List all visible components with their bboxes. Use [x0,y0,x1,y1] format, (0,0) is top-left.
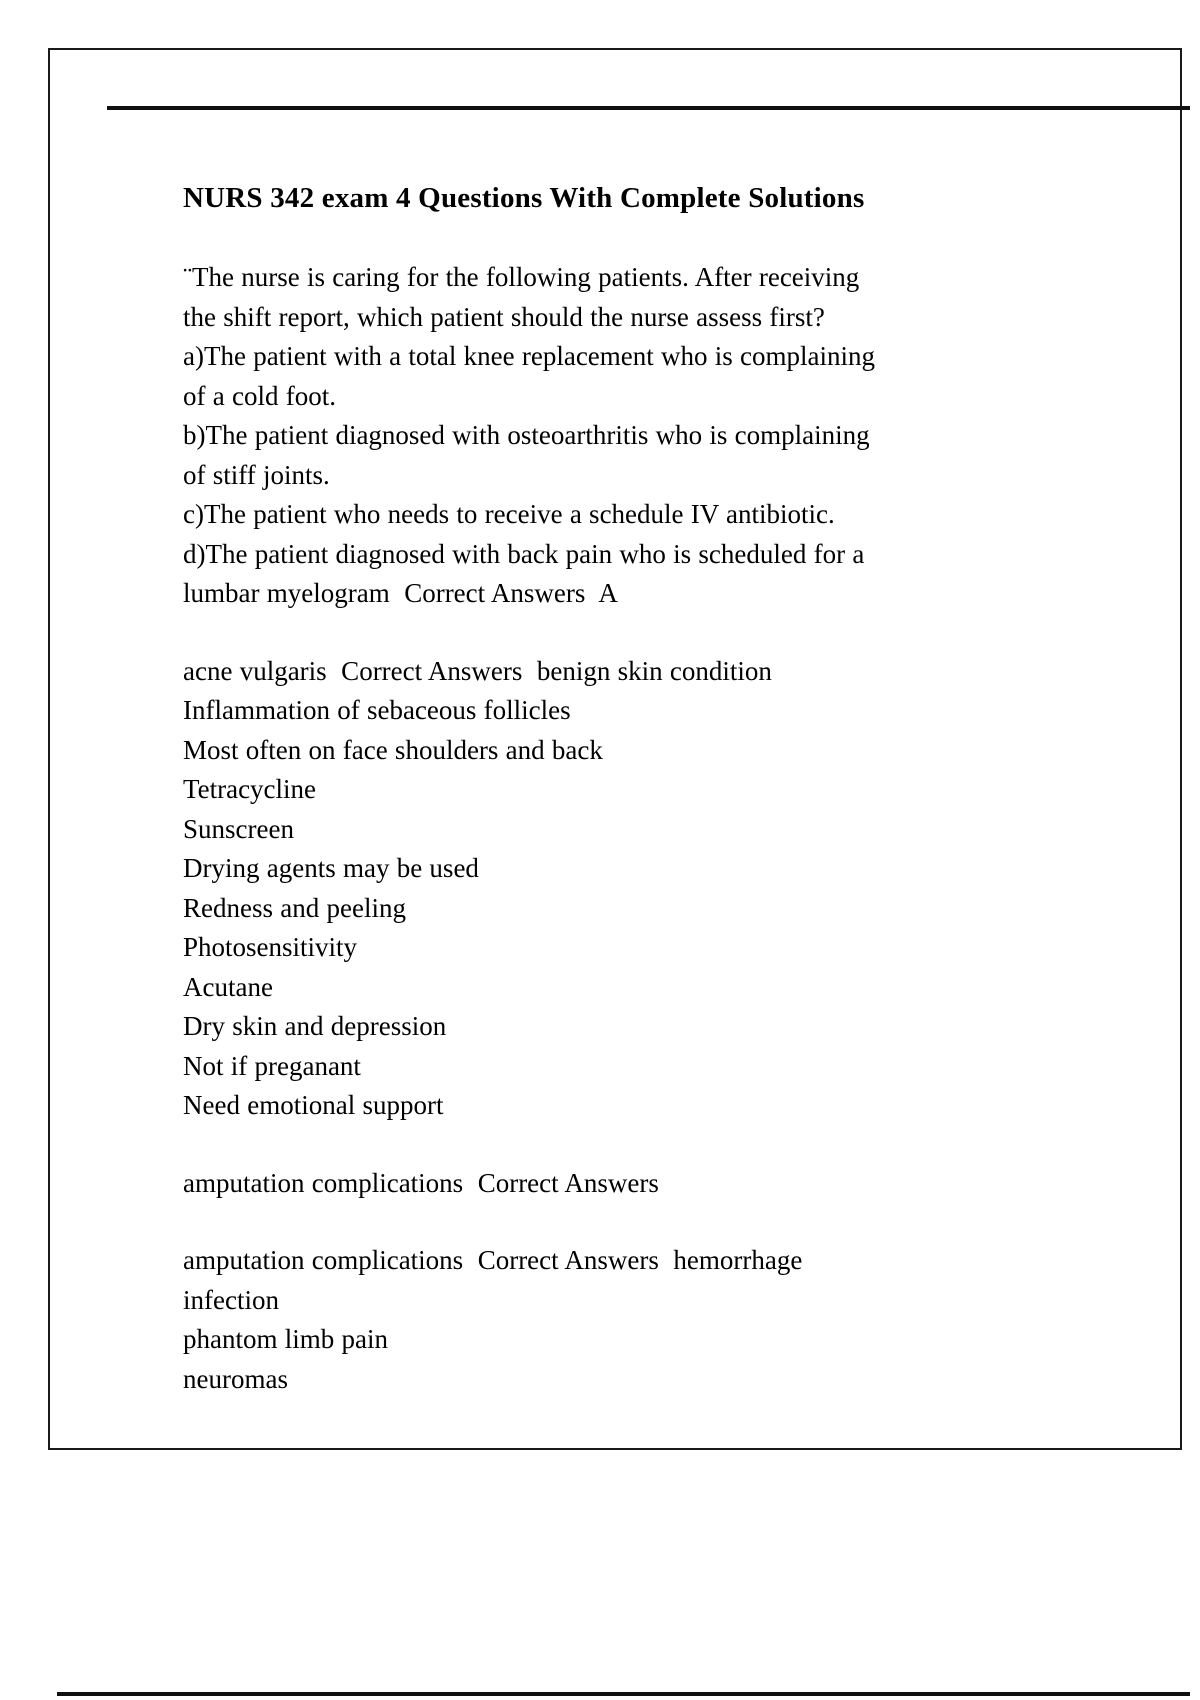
text-line: of a cold foot. [183,380,336,411]
text-line: Dry skin and depression [183,1011,447,1041]
text-line: Most often on face shoulders and back [183,734,603,765]
document-body [183,178,1073,1399]
text-line: Drying agents may be used [183,853,479,883]
amputation-complications-block-2 [183,1241,1073,1399]
acne-vulgaris-block [183,652,1073,1126]
text-line: Not if preganant [183,1050,361,1081]
text-line: Photosensitivity [183,932,358,962]
text-line: ¨The nurse is caring for the following patients. After receiving [183,262,860,292]
text-line: d)The patient diagnosed with back pain who is scheduled for a [183,538,865,569]
text-line: a)The patient with a total knee replacement who is complaining [183,341,876,371]
text-line: acne vulgaris Correct Answers benign skin condition [183,655,772,686]
text-line: Tetracycline [183,774,317,804]
amputation-complications-block-1 [183,1164,1073,1204]
text-line: Sunscreen [183,813,294,844]
text-line: c)The patient who needs to receive a schedule IV antibiotic. [183,499,835,529]
page-title: NURS 342 exam 4 Questions With Complete Solutions [183,182,865,214]
header-rule [107,106,1190,110]
text-line: amputation complications Correct Answers [183,1167,659,1198]
page-frame [48,48,1182,1450]
text-line: amputation complications Correct Answers hemorrhage [183,1245,803,1275]
text-line: Acutane [183,971,273,1002]
text-line: neuromas [183,1363,288,1394]
text-line: Need emotional support [183,1090,444,1120]
footer-rule [57,1692,1190,1696]
text-line: phantom limb pain [183,1324,388,1354]
question-block [183,258,1073,614]
text-line: Inflammation of sebaceous follicles [183,695,571,725]
text-line: of stiff joints. [183,459,330,490]
text-line: b)The patient diagnosed with osteoarthritis who is complaining [183,420,870,450]
text-line: Redness and peeling [183,892,406,923]
text-line: infection [183,1284,279,1315]
text-line: the shift report, which patient should the nurse assess first? [183,301,825,332]
text-line: lumbar myelogram Correct Answers A [183,578,618,608]
